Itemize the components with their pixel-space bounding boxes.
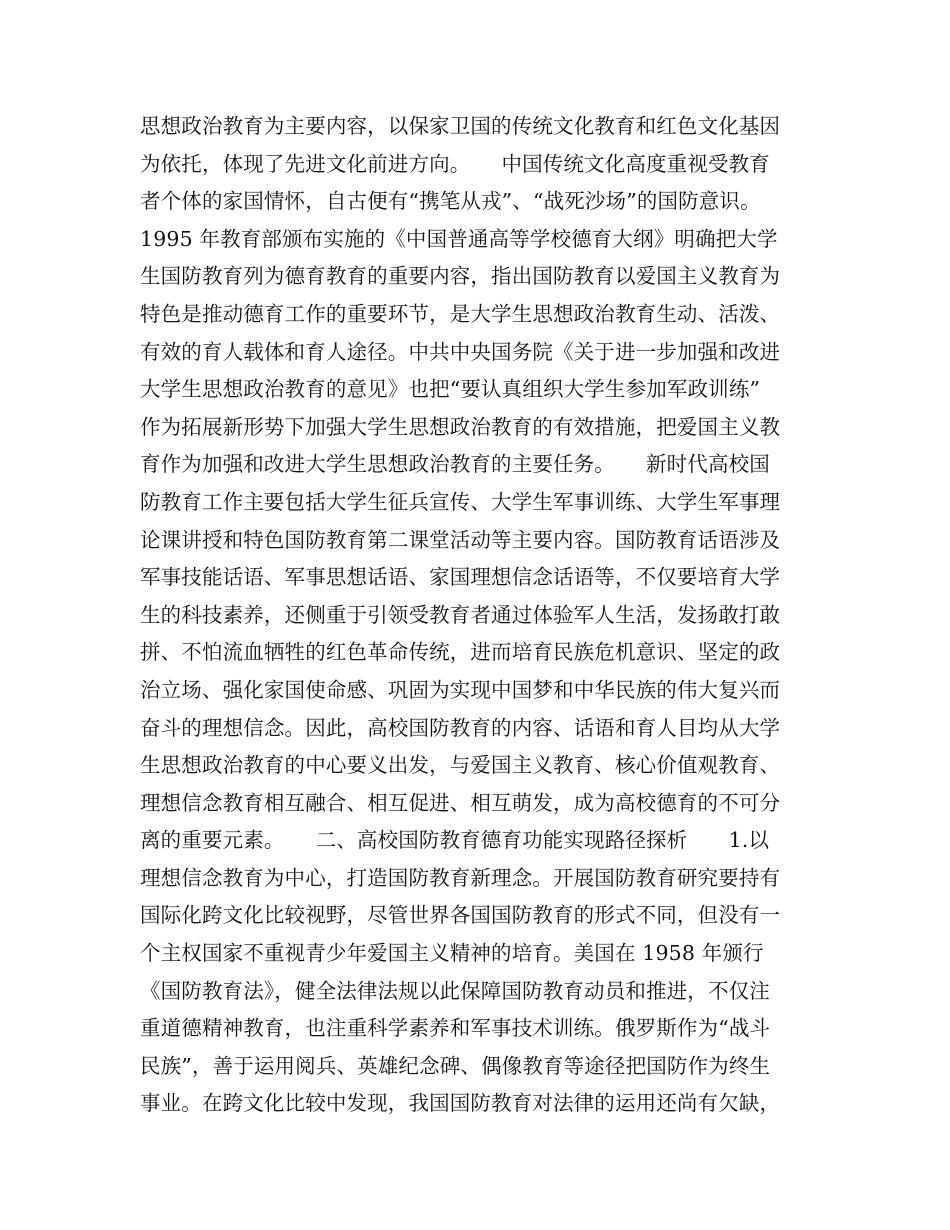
text-line: 事业。在跨文化比较中发现，我国国防教育对法律的运用还尚有欠缺， [140,1091,781,1116]
text-line: 大学生思想政治教育的意见》也把“要认真组织大学生参加军政训练” [140,377,761,402]
body-text [140,108,830,1123]
text-line: 育作为加强和改进大学生思想政治教育的主要任务。 新时代高校国 [140,452,770,477]
text-line: 重道德精神教育，也注重科学素养和军事技术训练。俄罗斯作为“战斗 [140,1016,771,1041]
text-line: 有效的育人载体和育人途径。中共中央国务院《关于进一步加强和改进 [140,339,781,364]
text-line: 特色是推动德育工作的重要环节，是大学生思想政治教育生动、活泼、 [140,301,781,326]
text-line: 思想政治教育为主要内容，以保家卫国的传统文化教育和红色文化基因 [140,114,781,138]
text-line: 民族”，善于运用阅兵、英雄纪念碑、偶像教育等途径把国防作为终生 [140,1053,771,1078]
text-line: 奋斗的理想信念。因此，高校国防教育的内容、话语和育人目均从大学 [140,715,781,740]
text-line: 离的重要元素。 二、高校国防教育德育功能实现路径探析 1.以 [140,828,770,853]
text-line: 为依托，体现了先进文化前进方向。 中国传统文化高度重视受教育 [140,151,770,176]
text-line: 治立场、强化家国使命感、巩固为实现中国梦和中华民族的伟大复兴而 [140,677,781,702]
text-line: 个主权国家不重视青少年爱国主义精神的培育。美国在 1958 年颁行 [140,941,764,966]
text-line: 军事技能话语、军事思想话语、家国理想信念话语等，不仅要培育大学 [140,565,781,590]
text-line: 者个体的家国情怀，自古便有“携笔从戎”、“战死沙场”的国防意识。 [140,189,761,214]
text-line: 理想信念教育为中心，打造国防教育新理念。开展国防教育研究要持有 [140,865,781,890]
text-line: 《国防教育法》，健全法律法规以此保障国防教育动员和推进，不仅注 [140,978,770,1003]
text-line: 拼、不怕流血牺牲的红色革命传统，进而培育民族危机意识、坚定的政 [140,640,781,665]
text-line: 国际化跨文化比较视野，尽管世界各国国防教育的形式不同，但没有一 [140,903,781,928]
text-line: 生的科技素养，还侧重于引领受教育者通过体验军人生活，发扬敢打敢 [140,602,781,627]
text-line: 论课讲授和特色国防教育第二课堂活动等主要内容。国防教育话语涉及 [140,527,781,552]
text-line: 1995 年教育部颁布实施的《中国普通高等学校德育大纲》明确把大学 [140,226,778,251]
text-line: 作为拓展新形势下加强大学生思想政治教育的有效措施，把爱国主义教 [140,414,781,439]
text-line: 理想信念教育相互融合、相互促进、相互萌发，成为高校德育的不可分 [140,790,781,815]
text-line: 生国防教育列为德育教育的重要内容，指出国防教育以爱国主义教育为 [140,264,781,289]
text-line: 生思想政治教育的中心要义出发，与爱国主义教育、核心价值观教育、 [140,753,781,778]
text-line: 防教育工作主要包括大学生征兵宣传、大学生军事训练、大学生军事理 [140,489,781,514]
